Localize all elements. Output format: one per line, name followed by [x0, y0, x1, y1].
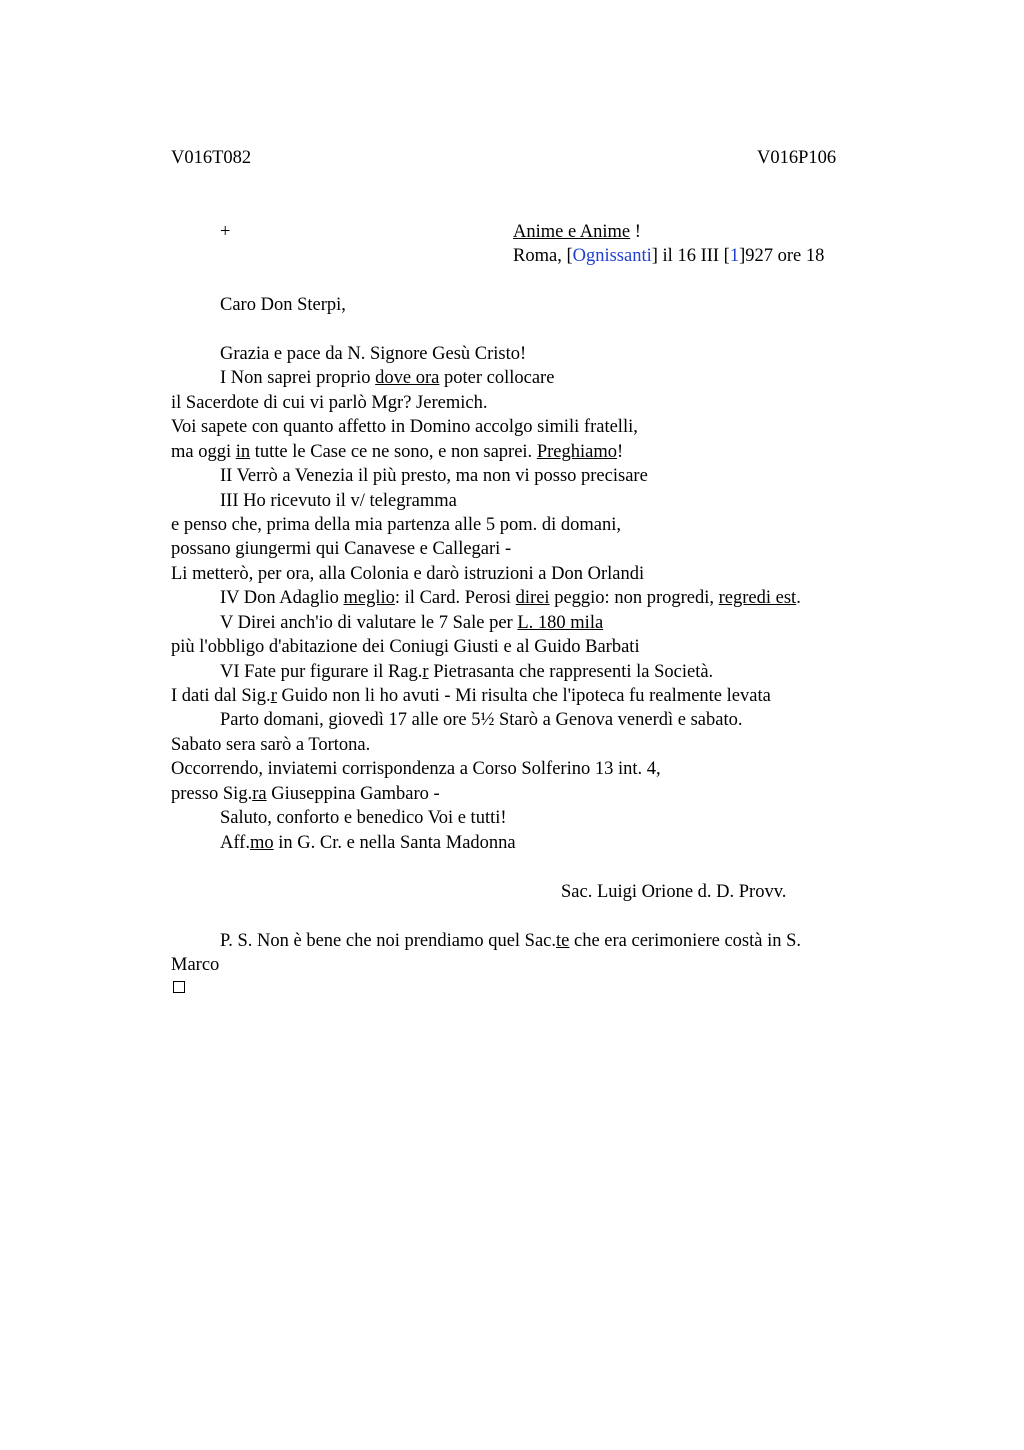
letter-line: IV Don Adaglio meglio: il Card. Perosi direi peggio: non progredi, regredi est. [220, 588, 801, 608]
letter-line: Aff.mo in G. Cr. e nella Santa Madonna [220, 833, 516, 853]
letter-line: VI Fate pur figurare il Rag.r Pietrasanta che rappresenti la Società. [220, 662, 714, 682]
letter-line: II Verrò a Venezia il più presto, ma non vi posso precisare [220, 466, 648, 486]
letter-line: I dati dal Sig.r Guido non li ho avuti - Mi risulta che l'ipoteca fu realmente levata [171, 686, 771, 706]
motto-suffix: ! [630, 222, 641, 242]
postscript-line: Marco [171, 955, 220, 975]
bracket-year: 1 [729, 246, 740, 266]
letter-line: e penso che, prima della mia partenza alle 5 pom. di domani, [171, 515, 622, 535]
cross-symbol: + [220, 222, 231, 242]
salutation: Caro Don Sterpi, [220, 295, 346, 315]
signature: Sac. Luigi Orione d. D. Provv. [561, 882, 787, 902]
letter-line: Grazia e pace da N. Signore Gesù Cristo! [220, 344, 527, 364]
bracket-place: Ognissanti [572, 246, 652, 266]
end-box-icon [173, 981, 185, 993]
letter-line: ma oggi in tutte le Case ce ne sono, e non saprei. Preghiamo! [171, 442, 624, 462]
letter-line: presso Sig.ra Giuseppina Gambaro - [171, 784, 440, 804]
letter-line: Saluto, conforto e benedico Voi e tutti! [220, 808, 507, 828]
letter-line: I Non saprei proprio dove ora poter collocare [220, 368, 555, 388]
document-code-right: V016P106 [757, 148, 837, 168]
document-code-left: V016T082 [171, 148, 252, 168]
motto: Anime e Anime [513, 222, 631, 242]
letter-line: possano giungermi qui Canavese e Callegari - [171, 539, 512, 559]
motto-line [513, 220, 641, 245]
letter-line: Parto domani, giovedì 17 alle ore 5½ Starò a Genova venerdì e sabato. [220, 710, 743, 730]
letter-line: il Sacerdote di cui vi parlò Mgr? Jeremich. [171, 393, 488, 413]
letter-line: V Direi anch'io di valutare le 7 Sale per L. 180 mila [220, 613, 604, 633]
letter-line: più l'obbligo d'abitazione dei Coniugi Giusti e al Guido Barbati [171, 637, 640, 657]
letter-line: Sabato sera sarò a Tortona. [171, 735, 371, 755]
letter-line: Voi sapete con quanto affetto in Domino accolgo simili fratelli, [171, 417, 638, 437]
letter-line: III Ho ricevuto il v/ telegramma [220, 491, 457, 511]
letter-line: Li metterò, per ora, alla Colonia e darò istruzioni a Don Orlandi [171, 564, 645, 584]
place-date-line: Roma, [Ognissanti] il 16 III [1]927 ore 18 [513, 246, 825, 266]
postscript-line: P. S. Non è bene che noi prendiamo quel Sac.te che era cerimoniere costà in S. [220, 931, 802, 951]
letter-line: Occorrendo, inviatemi corrispondenza a Corso Solferino 13 int. 4, [171, 759, 661, 779]
